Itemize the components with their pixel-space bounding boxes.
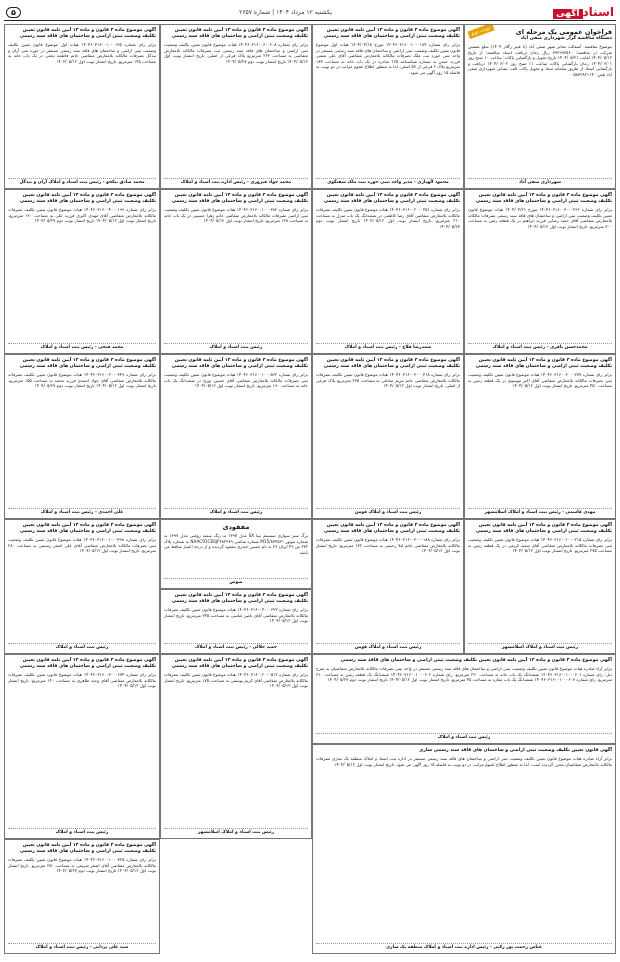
ad-title: آگهی موضوع ماده ۳ قانون و ماده ۱۳ آیین نامه قانون تعیین تکلیف وضعیت ثبتی اراضی و ساختمان های فاقد سند رسمی	[323, 523, 460, 534]
ad-box	[312, 654, 616, 744]
ad-signature: محمد فتحی - رئیس ثبت اسناد و املاک	[8, 343, 156, 350]
newspaper-page	[4, 4, 616, 954]
ad-body: برابر رای شماره ۱۴۰۴۶۰۳۱۶۰۰۱۰۰۰۷۲۵ هیات موضوع قانون تعیین تکلیف تصرفات مالکانه بلامعارض متقاضی آقای اصغر شریفی به مساحت ۲۵۰ مترمربع. تاریخ انتشار نوبت اول ۱۴۰۴/۰۵/۱۲ تاریخ انتشار نوبت دوم ۱۴۰۴/۰۵/۲۷	[8, 857, 156, 874]
ad-body: برابر رای شماره ۱۴۰۴۶۰۳۱۶۰۰۲۰۰۰۳۴۹ هیات موضوع قانون تعیین تکلیف تصرفات مالکانه بلامعارض متقاضی آقای جواد احمدی فرزند محمد به مساحت ۱۵۵ مترمربع. تاریخ انتشار نوبت اول ۱۴۰۴/۰۵/۱۲ تاریخ انتشار نوبت دوم ۱۴۰۴/۰۵/۲۷	[8, 372, 156, 389]
ad-box	[4, 519, 160, 654]
page-header	[4, 4, 616, 21]
ad-subtitle: دستگاه مناقصه گزار شهرداری صفی آباد	[520, 36, 612, 41]
ad-body: برابر رای شماره ۱۴۰۴۶۰۳۱۶۰۰۱۰۰۰۱۳۵ هیات اول موضوع قانون تعیین تکلیف وضعیت ثبتی اراضی و ساختمان های فاقد سند رسمی مستقر در حوزه ثبتی آران و بیدگل تصرفات مالکانه بلامعارض متقاضی خانم فاطمه نجفی در یک باب خانه به مساحت ۱۴۵ مترمربع. تاریخ انتشار نوبت اول ۱۴۰۴/۰۵/۱۲	[8, 42, 157, 64]
ad-box	[464, 519, 616, 654]
ad-title: فراخوان عمومی یک مرحله ای	[515, 28, 612, 36]
ad-body: برگ سبز سواری سیستم تیبا SX مدل ۱۳۹۷ به رنگ سفید روغنی مدل ۱۳۹۷ به شماره موتور M15/۸۴۴۵۲۱ شماره شاسی NAAC91CE6JF۴۸۲۲۷۹ به شماره پلاک ۶۷۲ ص ۴۹ ایران ۲۶ به نام حسین حیدری مفقود گردیده و از درجه اعتبار ساقط می باشد.	[164, 533, 308, 555]
logo-badge: آگهی	[553, 9, 582, 19]
ad-signature: رئیس ثبت اسناد و املاک فومن	[316, 508, 460, 515]
ad-signature: رئیس ثبت اسناد و املاک	[8, 643, 156, 650]
ad-body: برابر رای شماره ۱۴۰۴۶۰۳۱۶۰۰۳۰۰۰۲۳۶ مورخ ۱۴۰۴/۰۴/۲۱ هیات موضوع قانون تعیین تکلیف وضعیت ثبتی اراضی و ساختمان های فاقد سند رسمی تصرفات مالکانه بلامعارض متقاضی آقای حمید رضایی فرزند ابراهیم در یک قطعه زمین به مساحت ۳۰۰ مترمربع. تاریخ انتشار نوبت اول ۱۴۰۴/۰۵/۱۲	[468, 207, 612, 229]
ad-title: آگهی موضوع ماده ۳ قانون و ماده ۱۳ آیین نامه قانون تعیین تکلیف وضعیت ثبتی اراضی و ساختمان های فاقد سند رسمی	[475, 358, 612, 369]
ad-box	[312, 354, 464, 519]
ad-body: برابر رای شماره ۱۴۰۴۶۰۳۱۶۰۰۱۰۰۰۲۱۵ هیات موضوع قانون تعیین تکلیف وضعیت ثبتی تصرفات مالکانه بلامعارض متقاضی آقای سعید کریمی در یک قطعه زمین به مساحت ۲۷۵ مترمربع. تاریخ انتشار نوبت اول ۱۴۰۴/۰۵/۱۲	[468, 537, 612, 554]
ad-box	[160, 354, 312, 519]
ad-box	[4, 654, 160, 839]
ad-body: برابر رای شماره ۱۴۰۴۶۰۳۱۶۰۰۲۰۰۰۴۵۱ هیات موضوع قانون تعیین تکلیف تصرفات مالکانه بلامعارض متقاضی آقای رضا کاظمی در ششدانگ یک باب منزل به مساحت ۲۱۰ مترمربع. تاریخ انتشار نوبت اول ۱۴۰۴/۰۵/۱۲ تاریخ انتشار نوبت دوم ۱۴۰۴/۰۵/۲۷	[316, 207, 460, 229]
ad-title: آگهی موضوع ماده ۳ قانون و ماده ۱۳ آیین نامه قانون تعیین تکلیف وضعیت ثبتی اراضی و ساختمان های فاقد سند رسمی	[19, 193, 156, 204]
ad-body: برابر رای شماره ۱۴۰۴۶۰۳۱۶۰۰۲۰۰۰۲۷۷ هیات موضوع قانون تعیین تکلیف وضعیت ثبتی تصرفات مالکانه بلامعارض متقاضی آقای اکبر موسوی در یک قطعه زمین به مساحت ۴۵۰ مترمربع. تاریخ انتشار نوبت اول ۱۴۰۴/۰۵/۱۲	[468, 372, 612, 389]
ad-signature: رئیس ثبت اسناد و املاک	[316, 733, 612, 740]
ad-signature: علی احمدی - رئیس ثبت اسناد و املاک	[8, 508, 156, 515]
page-number: ۵	[6, 7, 21, 18]
ad-body: موضوع مناقصه: آسفالت معابر شهر صفی آباد (با فیبر رگلاژ ۱۴۰۴) مبلغ تضمین شرکت در مناقصه: ۷۷۲۹۹۳۵۶۰ ریال زمان دریافت اسناد مناقصه: از تاریخ ۱۴۰۴/۰۵/۱۲ لغایت ۱۴۰۴/۰۵/۲۱ تاریخ تحویل و بازگشایی پاکات: ساعت ۱۰ صبح روز ۱۴۰۴/۰۶/۰۱ زمان بازگشایی پاکات ساعت ۱۱ صبح روز ۱۴۰۴/۰۶/۰۲ دریافت و بازگشایی اسناد از طریق سامانه ستاد و تحویل پاکت الف: نشانی شهرداری صفی آباد تلفن ۰۵۸۳۲۸۲۱۱۴۰	[468, 44, 612, 77]
ad-box	[464, 24, 616, 189]
ad-box	[312, 519, 464, 654]
ad-box	[4, 189, 160, 354]
ad-box	[160, 589, 312, 654]
ad-body: برابر رای شماره ۱۴۰۴۶۰۳۱۶۰۰۶۰۰۲۰۸ هیات موضوع قانون تعیین تکلیف وضعیت ثبتی اراضی و ساختمان های فاقد سند رسمی ثبت تصرفات مالکانه بلامعارض متقاضی به مساحت ۲۶۲ مترمربع پلاک فرعی از اصلی. تاریخ انتشار نوبت اول ۱۴۰۴/۰۵/۱۲ تاریخ انتشار نوبت دوم ۱۴۰۴/۰۵/۲۷	[164, 42, 308, 64]
ad-signature: شوش	[164, 578, 308, 585]
ad-box	[312, 24, 464, 189]
ad-title: آگهی موضوع ماده ۳ قانون و ماده ۱۳ آیین نامه قانون تعیین تکلیف وضعیت ثبتی اراضی و ساختمان های فاقد سند رسمی	[171, 358, 308, 369]
ad-title: آگهی موضوع ماده ۳ قانون و ماده ۱۳ آیین نامه قانون تعیین تکلیف وضعیت ثبتی اراضی و ساختمان های فاقد سند رسمی	[19, 843, 156, 854]
ad-title: آگهی موضوع ماده ۳ قانون و ماده ۱۳ آیین نامه قانون تعیین تکلیف وضعیت ثبتی اراضی و ساختمان های فاقد سند رسمی	[171, 658, 308, 669]
ad-box	[160, 654, 312, 839]
ad-signature: رئیس ثبت اسناد و املاک اسلامشهر	[468, 643, 612, 650]
ad-box	[160, 519, 312, 589]
ad-title: آگهی موضوع ماده ۳ قانون و ماده ۱۳ آیین نامه قانون تعیین تکلیف وضعیت ثبتی اراضی و ساختمان های فاقد سند رسمی	[475, 193, 612, 204]
ad-body: برابر رای شماره ۱۴۰۴۶۰۳۱۶۰۰۳۰۰۰۱۸۸ هیات موضوع قانون تعیین تکلیف تصرفات مالکانه بلامعارض متقاضی خانم لیلا رحیمی به مساحت ۱۳۲ مترمربع. تاریخ انتشار نوبت اول ۱۴۰۴/۰۵/۱۲	[316, 537, 460, 554]
ad-title: آگهی موضوع ماده ۳ قانون و ماده ۱۳ آیین نامه قانون تعیین تکلیف وضعیت ثبتی اراضی و ساختمان های فاقد سند رسمی	[323, 193, 460, 204]
ad-title: مفقودی	[222, 523, 250, 531]
ad-box	[160, 189, 312, 354]
ad-signature: رئیس ثبت اسناد و املاک	[164, 343, 308, 350]
ad-signature: رئیس ثبت اسناد و املاک فومن	[316, 643, 460, 650]
ad-title: آگهی موضوع ماده ۳ قانون و ماده ۱۳ آیین نامه قانون تعیین تکلیف وضعیت ثبتی اراضی و ساختمان های فاقد سند رسمی	[19, 523, 156, 534]
ad-signature: محمدحسن باقری - رئیس ثبت اسناد و املاک	[468, 343, 612, 350]
ad-body: برابر آراء صادره هیات موضوع قانون تعیین تکلیف وضعیت ثبتی اراضی و ساختمان های فاقد سند رسمی مستقر در اداره ثبت اسناد و املاک منطقه یک ساری تصرفات مالکانه بلامعارض متقاضیان محرز گردیده است. لذا به منظور اطلاع عموم مراتب در دو نوبت به فاصله ۱۵ روز آگهی می شود. تاریخ انتشار نوبت اول ۱۴۰۴/۰۵/۱۲	[316, 756, 612, 767]
ad-signature: رئیس ثبت اسناد و املاک	[164, 508, 308, 515]
ad-signature: رئیس ثبت اسناد و املاک اسلامشهر	[164, 828, 308, 835]
ad-signature: صمدرضا فلاح - رئیس ثبت اسناد و املاک	[316, 343, 460, 350]
ad-body: برابر رای شماره ۱۴۰۴۶۰۳۱۶۰۰۱۰۰۰۳۸۲ هیات موضوع قانون تعیین تکلیف وضعیت ثبتی اراضی تصرفات مالکانه بلامعارض متقاضی خانم زهرا حسینی در یک باب خانه به مساحت ۱۶۸ مترمربع. تاریخ انتشار نوبت اول ۱۴۰۴/۰۵/۱۲	[164, 207, 308, 224]
ad-box	[160, 24, 312, 189]
ad-body: برابر رای شماره ۱۴۰۴۶۰۳۱۶۰۰۲۰۰۰۵۱۲ هیات موضوع قانون تعیین تکلیف تصرفات مالکانه بلامعارض متقاضی آقای کریم یوسفی به مساحت ۱۷۵ مترمربع. تاریخ انتشار نوبت اول ۱۴۰۴/۰۵/۱۲	[164, 672, 308, 689]
ad-body: برابر رای شماره ۱۴۰۴۶۰۳۱۶۰۰۳۰۰۰۶۷۴ هیات موضوع قانون تعیین تکلیف تصرفات مالکانه بلامعارض متقاضی آقای وحید طاهری به مساحت ۱۴۰ مترمربع. تاریخ انتشار نوبت اول ۱۴۰۴/۰۵/۱۲	[8, 672, 156, 689]
ad-body: برابر رای شماره ۱۴۰۴۶۰۳۱۶۰۰۱۰۰۰۱۸۴ مورخ ۱۴۰۴/۰۴/۱۸ هیات اول موضوع قانون تعیین تکلیف وضعیت ثبتی اراضی و ساختمان های فاقد سند رسمی مستقر در واحد ثبتی حوزه ثبت ملک تصرفات مالکانه بلامعارض متقاضی آقای علی نعمتی فرزند حسن به شماره شناسنامه ۱۲۵ صادره در یک باب خانه به مساحت ۱۸۴ مترمربع پلاک ۲ فرعی از ۵۶ اصلی. لذا به منظور اطلاع عموم مراتب در دو نوبت به فاصله ۱۵ روز آگهی می شود.	[316, 42, 461, 75]
ad-signature: محمد جواد فیروزی - رئیس اداره ثبت اسناد و املاک	[164, 178, 308, 185]
ad-box	[464, 354, 616, 519]
ad-title: آگهی موضوع ماده ۳ قانون و ماده ۱۳ آیین نامه قانون تعیین تکلیف وضعیت ثبتی اراضی و ساختمان های فاقد سند رسمی	[340, 658, 612, 663]
ad-signature: محمود الهیاری - مدیر واحد ثبتی حوزه ثبت ملک شفتگوی	[316, 178, 460, 185]
ad-title: آگهی موضوع ماده ۳ قانون و ماده ۱۳ آیین نامه قانون تعیین تکلیف وضعیت ثبتی اراضی و ساختمان های فاقد سند رسمی	[475, 523, 612, 534]
ad-title: آگهی موضوع ماده ۳ قانون و ماده ۱۳ آیین نامه قانون تعیین تکلیف وضعیت ثبتی اراضی و ساختمان های فاقد سند رسمی	[19, 358, 156, 369]
ad-box	[4, 24, 160, 189]
ad-box	[312, 189, 464, 354]
ad-signature: عباس رحمت پور رکنی - رئیس اداره ثبت اسناد و املاک منطقه یک ساری	[316, 943, 612, 950]
ad-signature: سید علی یزدانی - رئیس ثبت اسناد و املاک	[8, 943, 156, 950]
logo-text: اسناد	[582, 5, 614, 19]
notice-round-badge: نوبت دوم	[467, 24, 494, 39]
ad-title: آگهی موضوع ماده ۳ قانون و ماده ۱۳ آیین نامه قانون تعیین تکلیف وضعیت ثبتی اراضی و ساختمان های فاقد سند رسمی	[19, 28, 156, 39]
ad-signature: رئیس ثبت اسناد و املاک	[8, 828, 156, 835]
ad-body: برابر رای شماره ۱۴۰۴۶۰۳۱۶۰۰۴۰۰۰۱۹۹ هیات موضوع قانون تعیین تکلیف تصرفات مالکانه بلامعارض متقاضی آقای مهدی اکبری فرزند علی به مساحت ۱۲۰ مترمربع. تاریخ انتشار نوبت اول ۱۴۰۴/۰۵/۱۲ تاریخ انتشار نوبت دوم ۱۴۰۴/۰۵/۲۷	[8, 207, 156, 224]
ad-title: آگهی موضوع ماده ۳ قانون و ماده ۱۳ آیین نامه قانون تعیین تکلیف وضعیت ثبتی اراضی و ساختمان های فاقد سند رسمی	[171, 593, 308, 604]
ad-box	[312, 744, 616, 954]
ad-box	[4, 839, 160, 954]
ad-body: برابر رای شماره ۱۴۰۴۶۰۳۱۶۰۰۱۰۰۰۴۹۸ هیات موضوع قانون تعیین تکلیف وضعیت ثبتی تصرفات مالکانه بلامعارض متقاضی آقای علی اصغر رستمی به مساحت ۲۸۰ مترمربع. تاریخ انتشار نوبت اول ۱۴۰۴/۰۵/۱۲	[8, 537, 156, 554]
ad-signature: شهرداری صفی آباد	[468, 178, 612, 185]
ad-title: آگهی موضوع ماده ۳ قانون و ماده ۱۳ آیین نامه قانون تعیین تکلیف وضعیت ثبتی اراضی و ساختمان های فاقد سند رسمی	[323, 358, 460, 369]
ad-body: برابر آراء صادره هیات موضوع قانون تعیین تکلیف وضعیت ثبتی اراضی و ساختمان های فاقد سند رسمی مستقر در واحد ثبتی تصرفات مالکانه بلامعارض متقاضیان به شرح ذیل: رای شماره ۱۴۰۴۶۰۳۱۶۰۰۱۰۰۰۶۰۱ ششدانگ یک باب خانه به مساحت ۲۲۰ مترمربع. رای شماره ۱۴۰۴۶۰۳۱۶۰۰۱۰۰۰۶۰۲ ششدانگ یک قطعه زمین به مساحت ۳۱۰ مترمربع. رای شماره ۱۴۰۴۶۰۳۱۶۰۰۱۰۰۰۶۰۳ ششدانگ یک باب مغازه به مساحت ۴۵ مترمربع. تاریخ انتشار نوبت اول ۱۴۰۴/۰۵/۱۲ تاریخ انتشار نوبت دوم ۱۴۰۴/۰۵/۲۷	[316, 666, 612, 683]
ad-signature: حمید جلالی - رئیس ثبت اسناد و املاک	[164, 643, 308, 650]
ad-signature: محمد صادق نیکخو - رئیس ثبت اسناد و املاک آران و بیدگل	[8, 178, 156, 185]
ad-box	[464, 189, 616, 354]
ad-box	[4, 354, 160, 519]
ad-title: آگهی موضوع ماده ۳ قانون و ماده ۱۳ آیین نامه قانون تعیین تکلیف وضعیت ثبتی اراضی و ساختمان های فاقد سند رسمی	[171, 193, 308, 204]
ad-signature: مهدی قاسمی - رئیس ثبت اسناد و املاک اسلامشهر	[468, 508, 612, 515]
ad-body: برابر رای شماره ۱۴۰۴۶۰۳۱۶۰۰۳۰۰۰۴۱۸ هیات موضوع قانون تعیین تکلیف تصرفات مالکانه بلامعارض متقاضی خانم مریم صادقی به مساحت ۲۳۵ مترمربع پلاک فرعی از اصلی. تاریخ انتشار نوبت اول ۱۴۰۴/۰۵/۱۲	[316, 372, 460, 389]
ad-title: آگهی موضوع ماده ۳ قانون و ماده ۱۳ آیین نامه قانون تعیین تکلیف وضعیت ثبتی اراضی و ساختمان های فاقد سند رسمی	[171, 28, 308, 39]
ad-body: برابر رای شماره ۱۴۰۴۶۰۳۱۶۰۰۱۰۰۰۵۶۲ هیات موضوع قانون تعیین تکلیف وضعیت ثبتی تصرفات مالکانه بلامعارض متقاضی آقای حسین نوری در ششدانگ یک باب خانه به مساحت ۱۹۰ مترمربع. تاریخ انتشار نوبت اول ۱۴۰۴/۰۵/۱۲	[164, 372, 308, 389]
masthead-logo	[550, 5, 616, 19]
ad-body: برابر رای شماره ۱۴۰۴۶۰۳۱۶۰۰۴۰۰۰۳۳۲ هیات موضوع قانون تعیین تکلیف تصرفات مالکانه بلامعارض متقاضی آقای ناصر عباسی به مساحت ۳۴۵ مترمربع. تاریخ انتشار نوبت اول ۱۴۰۴/۰۵/۱۲	[164, 607, 308, 624]
ad-title: آگهی قانون تعیین تکلیف وضعیت ثبتی اراضی و ساختمان های فاقد سند رسمی ساری	[419, 748, 612, 753]
ad-title: آگهی موضوع ماده ۳ قانون و ماده ۱۳ آیین نامه قانون تعیین تکلیف وضعیت ثبتی اراضی و ساختمان های فاقد سند رسمی	[19, 658, 156, 669]
issue-line: یکشنبه ۱۲ مرداد ۱۴۰۴ | شماره ۲۶۵۷	[239, 8, 332, 16]
ad-title: آگهی موضوع ماده ۳ قانون و ماده ۱۳ آیین نامه قانون تعیین تکلیف وضعیت ثبتی اراضی و ساختمان های فاقد سند رسمی	[323, 28, 460, 39]
